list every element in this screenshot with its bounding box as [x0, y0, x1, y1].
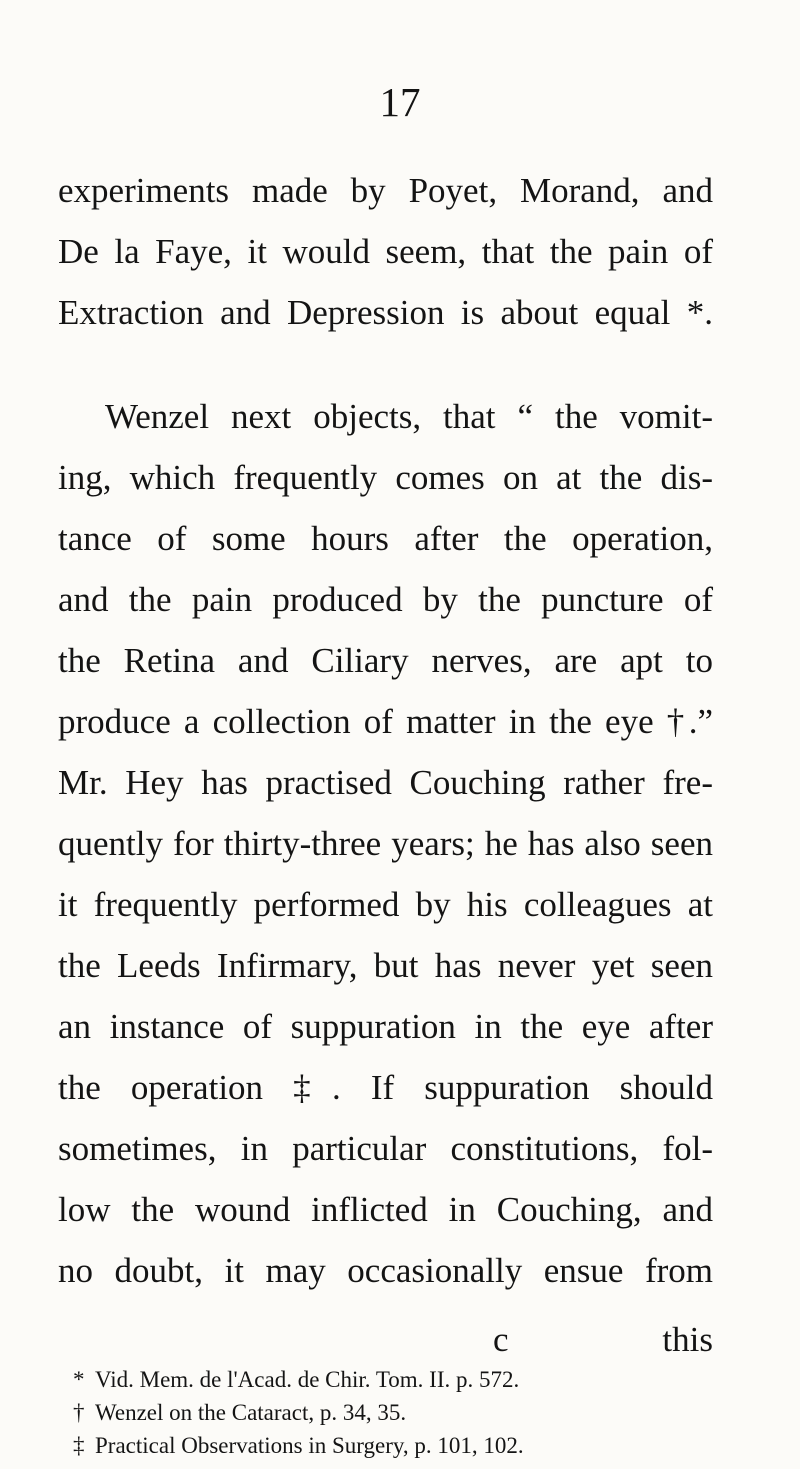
text-line: the Retina and Ciliary nerves, are apt to	[58, 641, 713, 680]
text-line: experiments made by Poyet, Morand, and	[58, 171, 713, 210]
text-line: it frequently performed by his colleagues at	[58, 885, 713, 924]
footnote	[73, 1434, 524, 1457]
footnote	[73, 1368, 519, 1391]
text-line: low the wound inflicted in Couching, and	[58, 1190, 713, 1229]
text-line: Extraction and Depression is about equal *.	[58, 293, 713, 332]
text-line: the Leeds Infirmary, but has never yet seen	[58, 946, 713, 985]
footnote-mark: ‡	[73, 1433, 85, 1458]
text-line: an instance of suppuration in the eye after	[58, 1007, 713, 1046]
text-line: tance of some hours after the operation,	[58, 519, 713, 558]
text-line: no doubt, it may occasionally ensue from	[58, 1251, 713, 1290]
footnote-text: Wenzel on the Cataract, p. 34, 35.	[95, 1400, 407, 1425]
catchword-line: c this	[493, 1320, 713, 1359]
text-line: De la Faye, it would seem, that the pain of	[58, 232, 713, 271]
text-line: the operation ‡. If suppuration should	[58, 1068, 713, 1107]
footnote	[73, 1401, 406, 1424]
text-line: sometimes, in particular constitutions, fol-	[58, 1129, 713, 1168]
footnote-mark: †	[73, 1400, 85, 1425]
text-line: Mr. Hey has practised Couching rather fre-	[58, 763, 713, 802]
paragraph-start-line: Wenzel next objects, that “ the vomit-	[105, 397, 713, 436]
page-number: 17	[379, 79, 421, 125]
footnote-mark: *	[73, 1367, 85, 1392]
text-line: quently for thirty-three years; he has also seen	[58, 824, 713, 863]
footnote-text: Vid. Mem. de l'Acad. de Chir. Tom. II. p. 572.	[95, 1367, 520, 1392]
text-line: ing, which frequently comes on at the dis-	[58, 458, 713, 497]
footnote-text: Practical Observations in Surgery, p. 101, 102.	[95, 1433, 524, 1458]
text-line: produce a collection of matter in the eye †.”	[58, 702, 713, 741]
text-line: and the pain produced by the puncture of	[58, 580, 713, 619]
